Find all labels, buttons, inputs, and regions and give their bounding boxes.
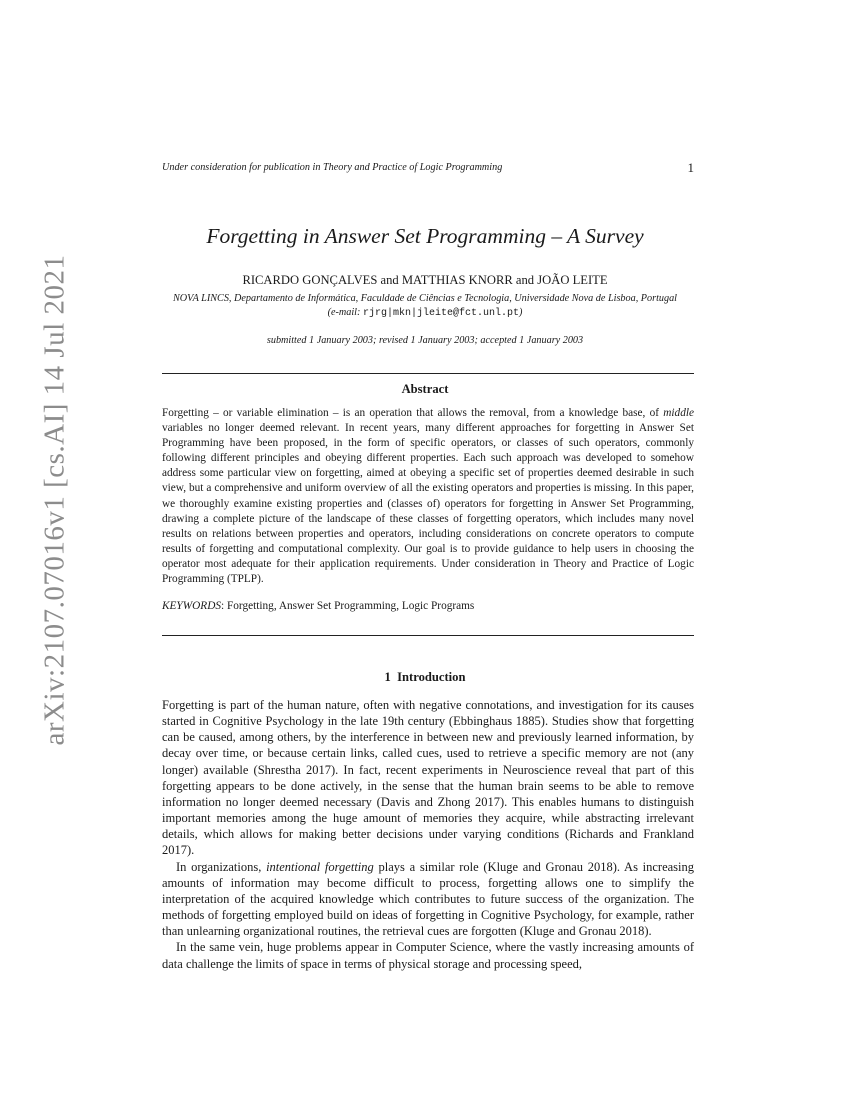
running-head-text: Under consideration for publication in Theory and Practice of Logic Programming <box>162 162 503 173</box>
abstract-emphasis: middle <box>663 407 694 419</box>
abstract-lead: Forgetting – or variable elimination – is an operation that allows the removal, from a knowledge base, of <box>162 407 660 419</box>
arxiv-identifier-stamp: arXiv:2107.07016v1 [cs.AI] 14 Jul 2021 <box>38 254 71 746</box>
abstract-top-rule <box>162 373 694 374</box>
abstract-heading: Abstract <box>401 382 449 396</box>
email-address: rjrg|mkn|jleite@fct.unl.pt <box>362 308 519 319</box>
page-number: 1 <box>687 160 694 175</box>
submission-dates: submitted 1 January 2003; revised 1 January 2003; accepted 1 January 2003 <box>266 335 584 346</box>
paragraph-2-rest: plays a similar role (Kluge and Gronau 2018). As increasing amounts of information may become difficult to process, forgetting allows one to simplify the interpretation of the acquired knowledge which contributes to future success of the organization. The methods of forgetting employed build on ideas of forgetting in Cognitive Psychology, for example, rather than unlearning organizational routines, the retrieval cues are forgotten (Kluge and Gronau 2018). <box>162 859 694 939</box>
paragraph-1: Forgetting is part of the human nature, often with negative connotations, and investigation for its causes started in Cognitive Psychology in the late 19th century (Ebbinghaus 1885). Studies show that forgetting can be caused, among others, by the interference in between new and previously learned information, by decay over time, or because certain links, called cues, used to retrieve a specific memory are not (any longer) available (Shrestha 2017). In fact, recent experiments in Neuroscience reveal that part of this forgetting appears to be done actively, in the sense that the human brain seems to be able to remove information no longer deemed necessary (Davis and Zhong 2017). This enables humans to distinguish important memories among the huge amount of memories they acquire, while abstracting irrelevant details, which allows for making better decisions under varying conditions (Richards and Frankland 2017). <box>162 698 694 858</box>
abstract-text <box>162 406 694 587</box>
paragraph-2-emphasis: intentional forgetting <box>266 859 374 874</box>
section-number: 1 <box>384 670 391 684</box>
affiliation: NOVA LINCS, Departamento de Informática, Faculdade de Ciências e Tecnologia, Universidade Nova de Lisboa, Portugal <box>172 293 678 304</box>
abstract-bottom-rule <box>162 635 694 636</box>
abstract-rest: variables no longer deemed relevant. In recent years, many different approaches for forgetting in Answer Set Programming have been proposed, in the form of specific operators, or classes of such operators, commonly following different principles and obeying different properties. Each such approach was developed to somehow address some particular view on forgetting, aimed at obeying a specific set of properties deemed desirable in such view, but a comprehensive and uniform overview of all the existing operators and properties is missing. In this paper, we thoroughly examine existing properties and (classes of) operators for forgetting in Answer Set Programming, drawing a complete picture of the landscape of these classes of forgetting operators, which includes many novel results on relations between properties and operators, including considerations on concrete operators to compute results of forgetting and computational complexity. Our goal is to provide guidance to help users in choosing the operator most adequate for their application requirements. Under consideration in Theory and Practice of Logic Programming (TPLP). <box>162 422 694 586</box>
keywords-text: : Forgetting, Answer Set Programming, Logic Programs <box>221 600 475 612</box>
section-heading <box>0 670 850 685</box>
keywords-label: KEYWORDS <box>162 600 221 612</box>
affiliation-block <box>0 292 850 321</box>
paper-title: Forgetting in Answer Set Programming – A Survey <box>206 224 644 248</box>
email-close: ) <box>518 307 523 318</box>
running-head <box>162 162 694 173</box>
section-title: Introduction <box>397 670 466 684</box>
paragraph-2 <box>162 859 694 940</box>
author-list: RICARDO GONÇALVES and MATTHIAS KNORR and JOÃO LEITE <box>242 273 608 287</box>
keywords <box>162 600 694 612</box>
introduction-body <box>162 697 694 972</box>
email-line <box>0 306 850 321</box>
paragraph-3: In the same vein, huge problems appear in Computer Science, where the vastly increasing amounts of data challenge the limits of space in terms of physical storage and processing speed, <box>162 940 694 971</box>
email-label: (e-mail: <box>327 307 363 318</box>
paragraph-2-lead: In organizations, <box>176 859 267 874</box>
